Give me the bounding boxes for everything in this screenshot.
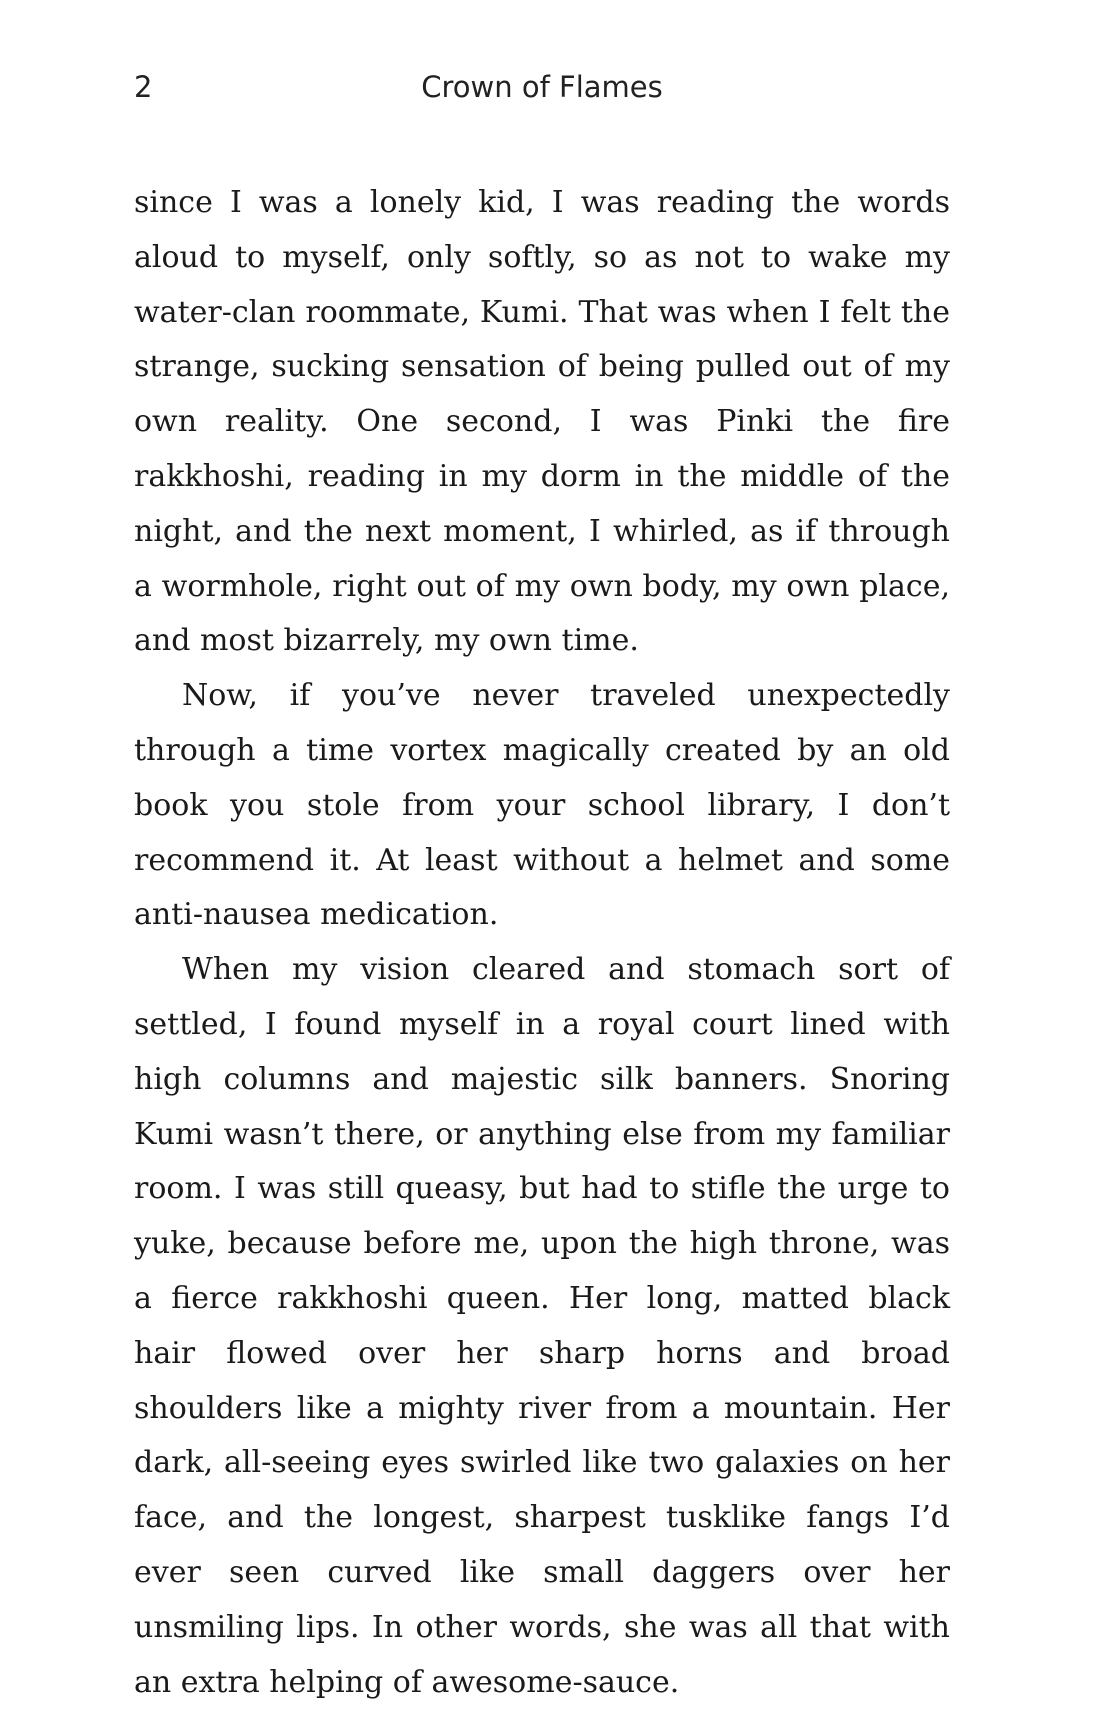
page-number: 2 — [134, 70, 153, 104]
body-text — [134, 176, 950, 1710]
paragraph-1: since I was a lonely kid, I was reading the words aloud to myself, only softly, so as not to wake my water-clan roommate, Kumi. That was when I felt the strange, sucking sensation of being pulled out of my own reality. One second, I was Pinki the fire rakkhoshi, reading in my dorm in the middle of the night, and the next moment, I whirled, as if through a wormhole, right out of my own body, my own place, and most bizarrely, my own time. — [134, 185, 950, 659]
book-title: Crown of Flames — [421, 70, 663, 104]
paragraph-3: When my vision cleared and stomach sort of settled, I found myself in a royal court lined with high columns and majestic silk banners. Snoring Kumi wasn’t there, or anything else from my familiar room. I was still queasy, but had to stifle the urge to yuke, because before me, upon the high throne, was a fierce rakkhoshi queen. Her long, matted black hair flowed over her sharp horns and broad shoulders like a mighty river from a mountain. Her dark, all-seeing eyes swirled like two galaxies on her face, and the longest, sharpest tusklike fangs I’d ever seen curved like small daggers over her unsmiling lips. In other words, she was all that with an extra helping of awesome-sauce. — [134, 952, 950, 1700]
running-head — [134, 70, 950, 110]
paragraph-2: Now, if you’ve never traveled unexpectedly through a time vortex magically created by an old book you stole from your school library, I don’t recommend it. At least without a helmet and some anti-nausea medication. — [134, 678, 950, 933]
